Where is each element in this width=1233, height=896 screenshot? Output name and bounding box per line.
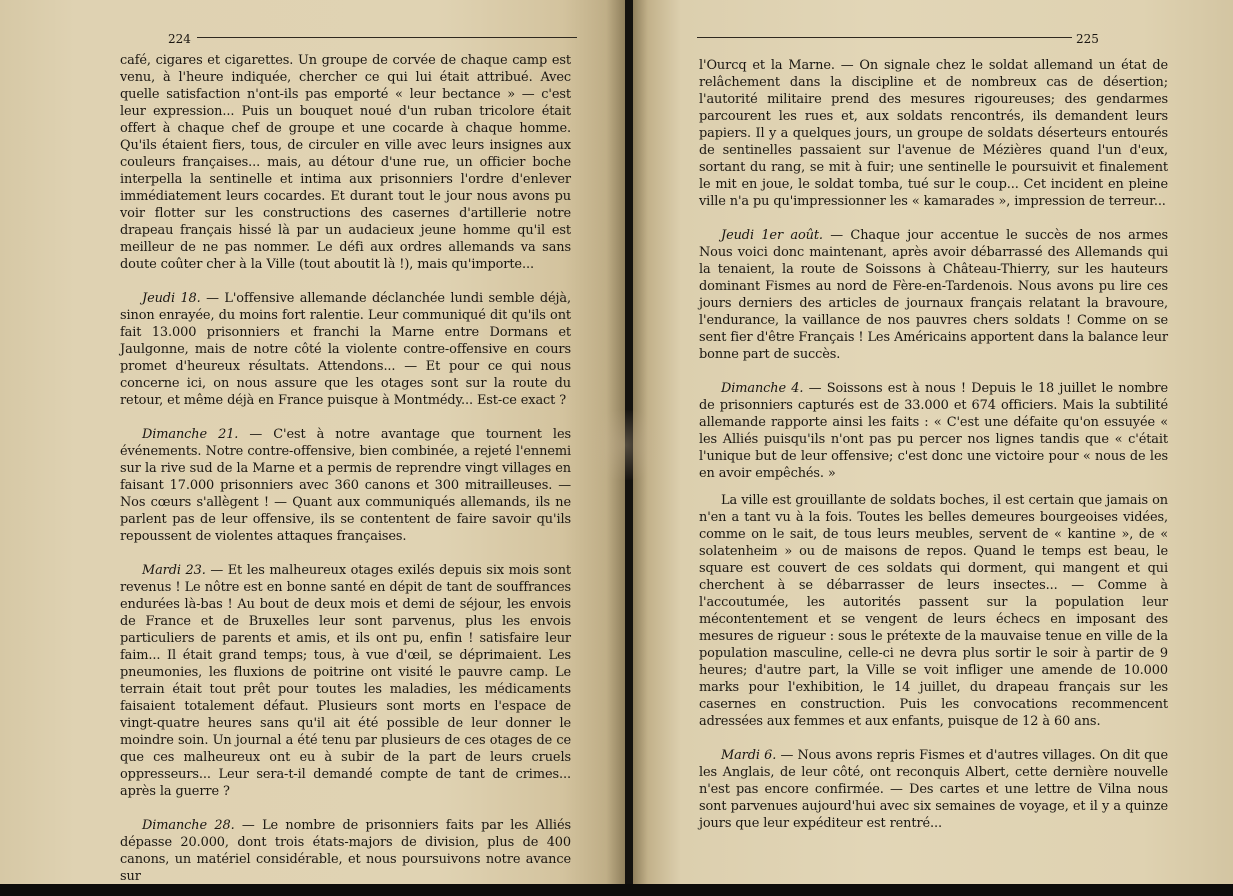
left-header-rule	[197, 37, 577, 38]
entry-date: Jeudi 18.	[142, 291, 201, 306]
paragraph	[699, 492, 1168, 730]
entry-date: Dimanche 21.	[142, 427, 239, 442]
left-page-text	[120, 52, 571, 884]
paragraph-text: — Nous avons repris Fismes et d'autres villages. On dit que les Anglais, de leur côté, ont reconquis Albert, cette dernière nouvelle n'est pas encore confirmée. — Des cartes et une lettre de Vilna nous sont parvenues aujourd'hui avec six semaines de voyage, et il y a quinze jours que leur expéditeur est rentré...	[699, 748, 1168, 831]
left-page-number: 224	[168, 32, 191, 46]
right-page	[633, 0, 1233, 884]
right-page-text	[699, 57, 1168, 832]
paragraph	[699, 747, 1168, 832]
entry-date: Dimanche 28.	[142, 818, 235, 833]
bottom-edge	[0, 884, 1233, 896]
paragraph-text: — Chaque jour accentue le succès de nos armes Nous voici donc maintenant, après avoir débarrassé des Allemands qui la tenaient, la route de Soissons à Château-Thierry, sur les hauteurs dominant Fismes au nord de Fère-en-Tardenois. Nous avons pu lire ces jours derniers des articles de journaux français relatant la bravoure, l'endurance, la vaillance de nos pauvres chers soldats ! Comme on se sent fier d'être Français ! Les Américains apportent dans la balance leur bonne part de succès.	[699, 228, 1168, 362]
paragraph	[120, 426, 571, 545]
paragraph	[120, 52, 571, 273]
paragraph	[699, 380, 1168, 482]
entry-date: Dimanche 4.	[721, 381, 804, 396]
paragraph-text: — Et les malheureux otages exilés depuis six mois sont revenus ! Le nôtre est en bonne santé en dépit de tant de souffrances endurées là-bas ! Au bout de deux mois et demi de séjour, les envois de France et de Bruxelles leur sont parvenus, plus les envois particuliers de parents et amis, et ils ont pu, enfin ! satisfaire leur faim... Il était grand temps; tous, à vue d'œil, se déprimaient. Les pneumonies, les fluxions de poitrine ont visité le pauvre camp. Le terrain était tout prêt pour toutes les maladies, les médicaments faisaient totalement défaut. Plusieurs sont morts en l'espace de vingt-quatre heures sans qu'il ait été possible de leur donner le moindre soin. Un journal a été tenu par plusieurs de ces otages de ce que ces malheureux ont eu à subir de la part de leurs cruels oppresseurs... Leur sera-t-il demandé compte de tant de crimes... après la guerre ?	[120, 563, 571, 799]
paragraph	[120, 562, 571, 800]
paragraph-text: — L'offensive allemande déclanchée lundi semble déjà, sinon enrayée, du moins fort ralentie. Leur communiqué dit qu'ils ont fait 13.000 prisonniers et franchi la Marne entre Dormans et Jaulgonne, mais de notre côté la violente contre-offensive en cours promet d'heureux résultats. Attendons... — Et pour ce qui nous concerne ici, on nous assure que les otages sont sur la route du retour, et même déjà en France puisque à Montmédy... Est-ce exact ?	[120, 291, 571, 408]
right-header-rule	[697, 37, 1072, 38]
entry-date: Jeudi 1er août.	[721, 228, 823, 243]
paragraph	[120, 817, 571, 884]
entry-date: Mardi 23.	[142, 563, 206, 578]
entry-date: Mardi 6.	[721, 748, 777, 763]
right-page-number: 225	[1076, 32, 1099, 46]
paragraph-text: café, cigares et cigarettes. Un groupe de corvée de chaque camp est venu, à l'heure indiquée, chercher ce qui lui était attribué. Avec quelle satisfaction n'ont-ils pas emporté « leur bectance » — c'est leur expression... Puis un bouquet noué d'un ruban tricolore était offert à chaque chef de groupe et une cocarde à chaque homme. Qu'ils étaient fiers, tous, de circuler en ville avec leurs insignes aux couleurs françaises... mais, au détour d'une rue, un officier boche interpella la sentinelle et intima aux prisonniers l'ordre d'enlever immédiatement leurs cocardes. Et durant tout le jour nous avons pu voir flotter sur les constructions des casernes d'artillerie notre drapeau français hissé là par un audacieux jeune homme qu'il est meilleur de ne pas nommer. Le défi aux ordres allemands va sans doute coûter cher à la Ville (tout aboutit là !), mais qu'importe...	[120, 53, 571, 272]
paragraph	[699, 227, 1168, 363]
paragraph-text: — Soissons est à nous ! Depuis le 18 juillet le nombre de prisonniers capturés est de 33.000 et 674 officiers. Mais la subtilité allemande rapporte ainsi les faits : « C'est une défaite qu'on essuyée « les Alliés puisqu'ils n'ont pas pu percer nos lignes tandis que « c'était l'unique but de leur offensive; c'est donc une victoire pour « nous de les en avoir empêchés. »	[699, 381, 1168, 481]
paragraph-text: — C'est à notre avantage que tournent les événements. Notre contre-offensive, bien combinée, a rejeté l'ennemi sur la rive sud de la Marne et a permis de reprendre vingt villages en faisant 17.000 prisonniers avec 360 canons et 300 mitrailleuses. — Nos cœurs s'allègent ! — Quant aux communiqués allemands, ils ne parlent pas de leur offensive, ils se contentent de faire savoir qu'ils repoussent de violentes attaques françaises.	[120, 427, 571, 544]
paragraph	[120, 290, 571, 409]
book-gutter	[625, 0, 633, 896]
paragraph-text: — Le nombre de prisonniers faits par les Alliés dépasse 20.000, dont trois états-majors de division, plus de 400 canons, un matériel considérable, et nous poursuivons notre avance sur	[120, 818, 571, 884]
paragraph-text: l'Ourcq et la Marne. — On signale chez le soldat allemand un état de relâchement dans la discipline et de nombreux cas de désertion; l'autorité militaire prend des mesures rigoureuses; des gendarmes parcourent les rues et, aux soldats rencontrés, ils demandent leurs papiers. Il y a quelques jours, un groupe de soldats déserteurs entourés de sentinelles passaient sur l'avenue de Mézières quand l'un d'eux, sortant du rang, se mit à fuir; une sentinelle le poursuivit et finalement le mit en joue, le soldat tomba, tué sur le coup... Cet incident en pleine ville n'a pu qu'impressionner les « kamarades », impression de terreur...	[699, 58, 1168, 209]
paragraph	[699, 57, 1168, 210]
paragraph-text: La ville est grouillante de soldats boches, il est certain que jamais on n'en a tant vu à la fois. Toutes les belles demeures bourgeoises vidées, comme on le sait, de tous leurs meubles, servent de « kantine », de « solatenheim » ou de maisons de repos. Quand le temps est beau, le square est couvert de ces soldats qui dorment, qui mangent et qui cherchent à se débarrasser de leurs insectes... — Comme à l'accoutumée, les autorités passent sur la population leur mécontentement et se vengent de leurs échecs en imposant des mesures de rigueur : sous le prétexte de la mauvaise tenue en ville de la population masculine, celle-ci ne devra plus sortir le soir à partir de 9 heures; d'autre part, la Ville se voit infliger une amende de 10.000 marks pour l'exhibition, le 14 juillet, du drapeau français sur les casernes en construction. Puis les convocations recommencent adressées aux femmes et aux enfants, puisque de 12 à 60 ans.	[699, 493, 1168, 729]
